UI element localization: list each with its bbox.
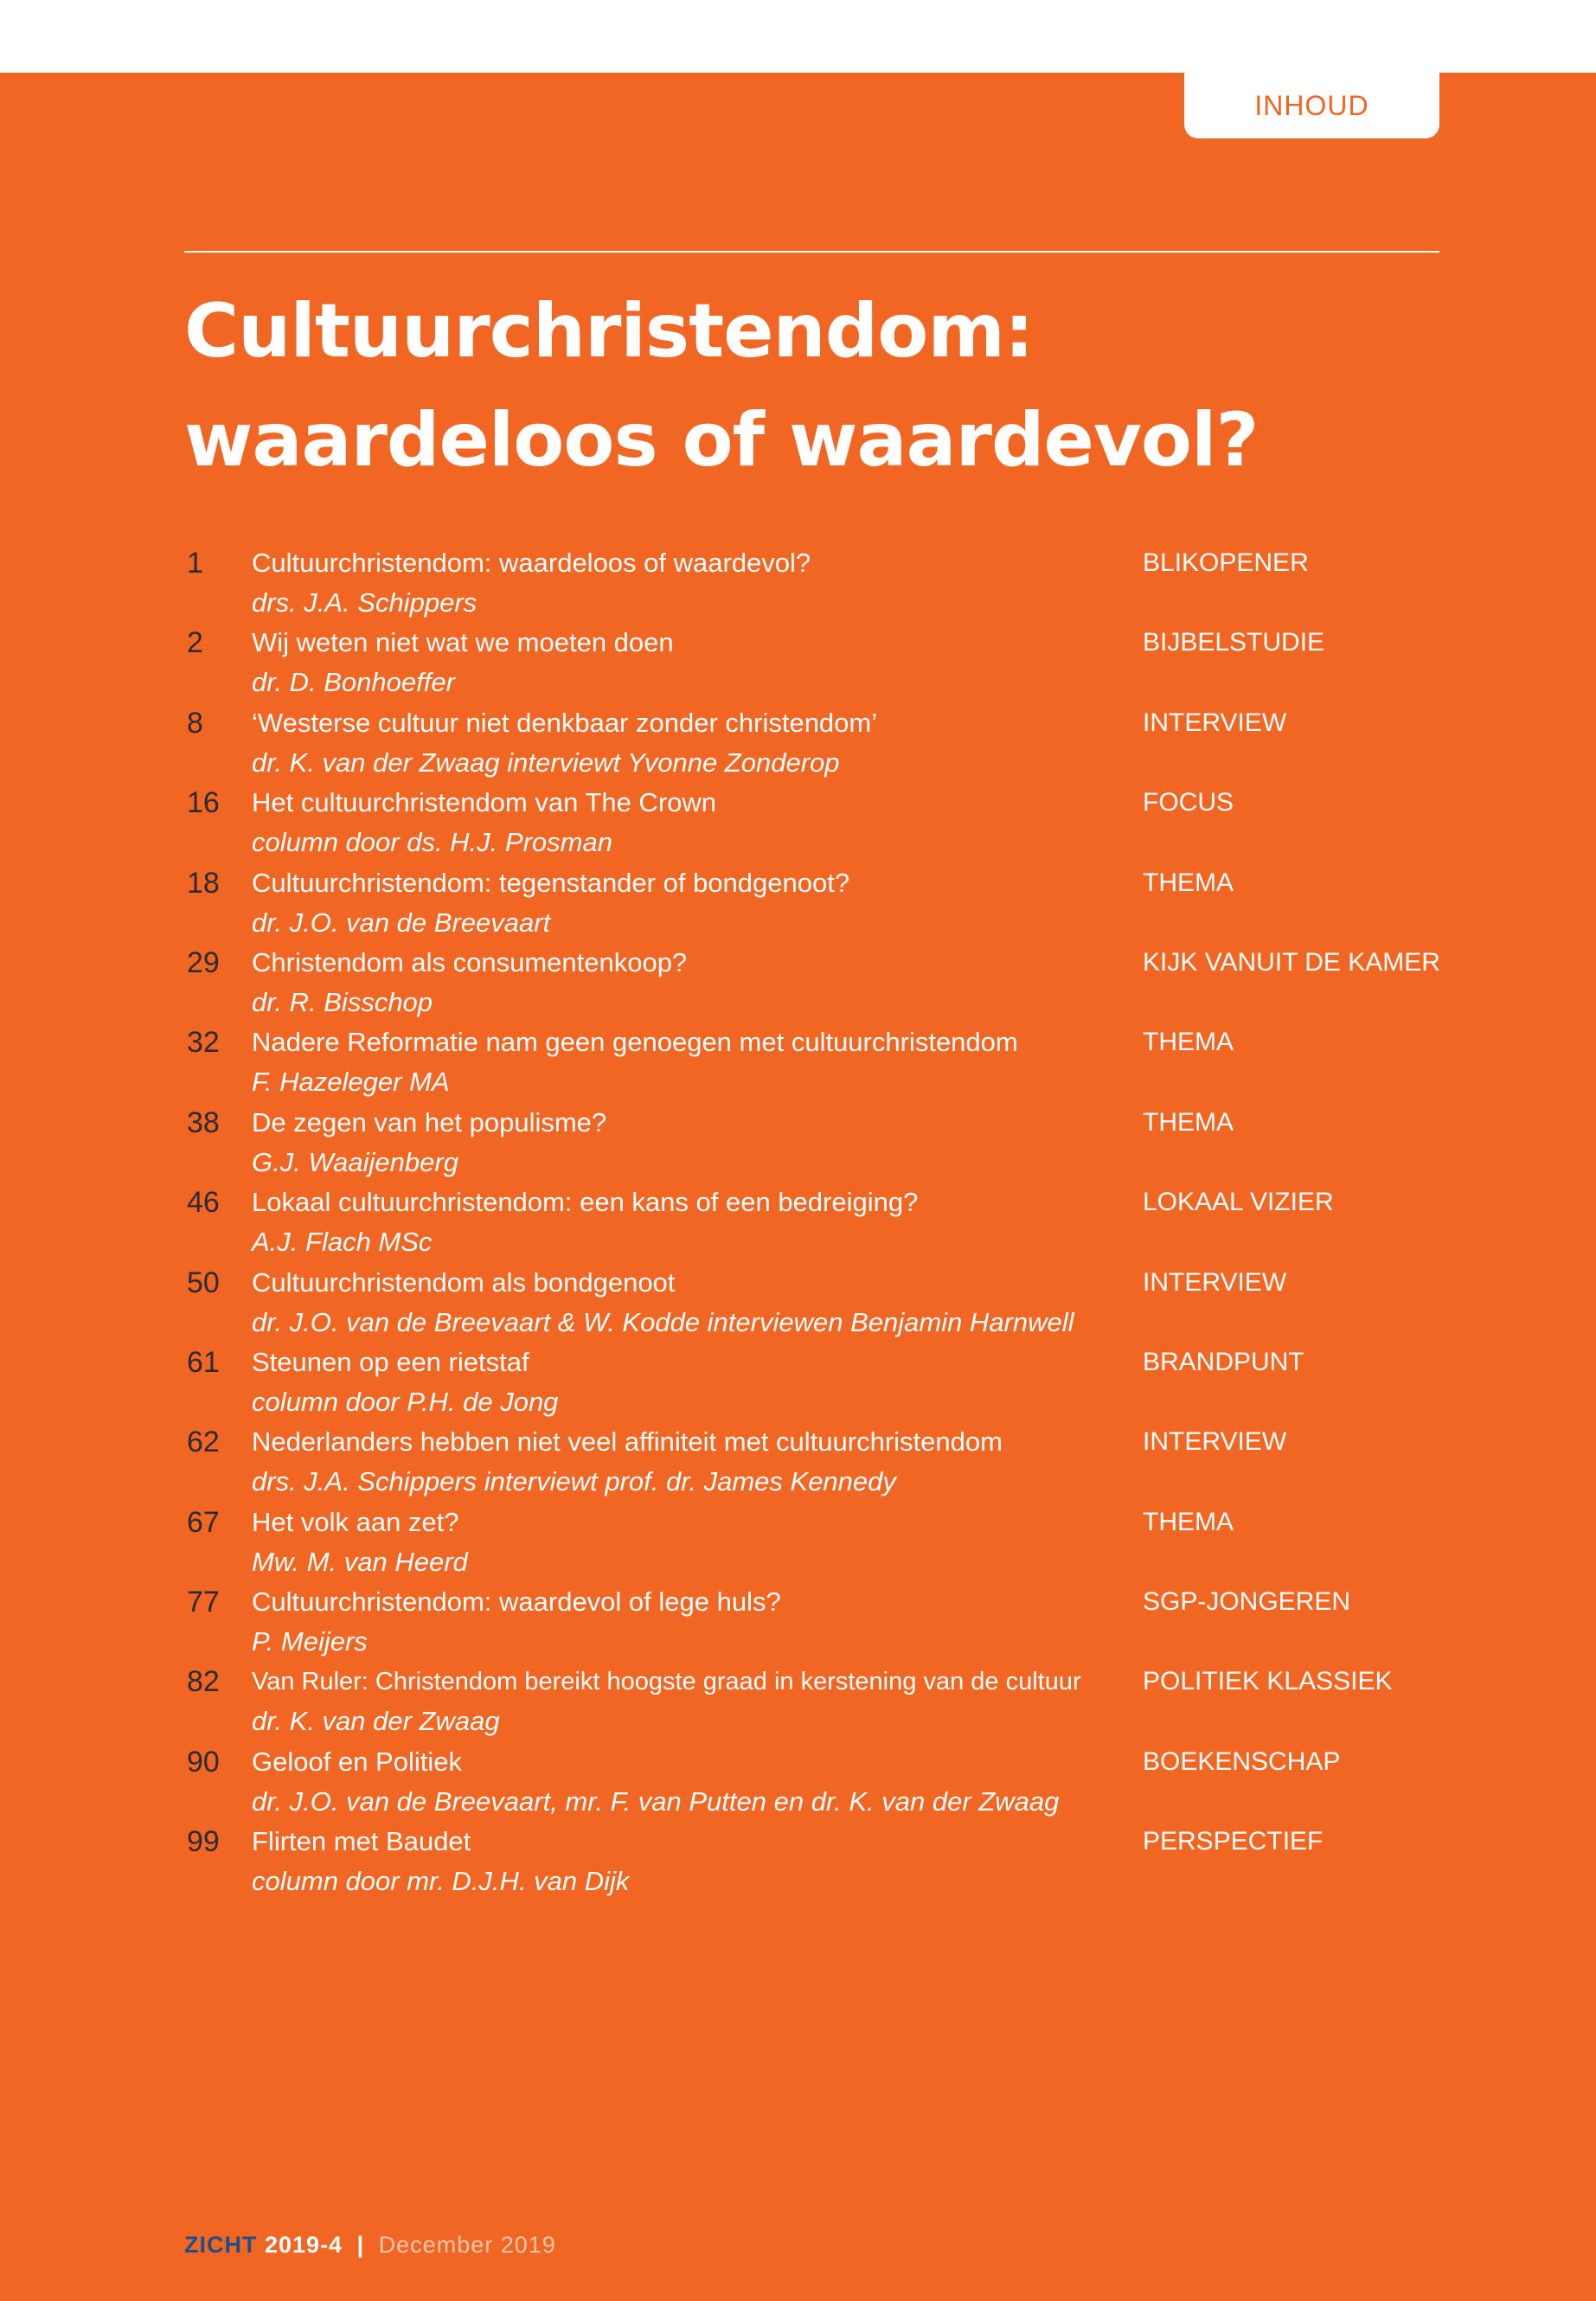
toc-page-number: 61 xyxy=(187,1345,220,1379)
toc-entry[interactable] xyxy=(184,1662,1499,1741)
toc-page-number: 1 xyxy=(187,547,203,580)
toc-page-number: 2 xyxy=(187,626,203,660)
toc-category: BRANDPUNT xyxy=(1143,1347,1304,1376)
toc-entry[interactable] xyxy=(184,863,1499,943)
toc-title[interactable]: Het cultuurchristendom van The Crown xyxy=(252,787,717,818)
toc-title[interactable]: Nederlanders hebben niet veel affiniteit met cultuurchristendom xyxy=(252,1426,1003,1458)
toc-author: dr. K. van der Zwaag interviewt Yvonne Zonderop xyxy=(252,747,840,778)
toc-page-number: 62 xyxy=(187,1426,220,1459)
section-tab: INHOUD xyxy=(1184,73,1439,138)
toc-category: BOEKENSCHAP xyxy=(1143,1747,1341,1776)
toc-page-number: 38 xyxy=(187,1106,220,1139)
toc-author: F. Hazeleger MA xyxy=(252,1067,450,1098)
toc-entry[interactable] xyxy=(184,1022,1499,1102)
toc-category: BIJBELSTUDIE xyxy=(1143,628,1325,657)
toc-title[interactable]: Geloof en Politiek xyxy=(252,1746,462,1777)
toc-title[interactable]: Cultuurchristendom: waardeloos of waardevol? xyxy=(252,548,811,578)
toc-author: column door ds. H.J. Prosman xyxy=(252,827,612,858)
toc-page-number: 99 xyxy=(187,1825,220,1859)
toc-author: drs. J.A. Schippers interviewt prof. dr. James Kennedy xyxy=(252,1466,896,1497)
toc-author: P. Meijers xyxy=(252,1626,368,1657)
toc-category: SGP-JONGEREN xyxy=(1143,1587,1351,1617)
toc-author: dr. J.O. van de Breevaart & W. Kodde interviewen Benjamin Harnwell xyxy=(252,1306,1074,1337)
table-of-contents xyxy=(184,543,1499,1902)
toc-author: dr. J.O. van de Breevaart xyxy=(252,907,551,938)
toc-title[interactable]: Flirten met Baudet xyxy=(252,1826,471,1857)
footer-date: December 2019 xyxy=(378,2232,556,2258)
toc-title[interactable]: Wij weten niet wat we moeten doen xyxy=(252,627,674,658)
toc-page-number: 16 xyxy=(187,786,220,820)
toc-page-number: 18 xyxy=(187,866,220,900)
toc-page-number: 90 xyxy=(187,1745,220,1779)
header-divider xyxy=(184,251,1439,253)
toc-entry[interactable] xyxy=(184,783,1499,862)
toc-author: column door mr. D.J.H. van Dijk xyxy=(252,1866,630,1897)
toc-category: THEMA xyxy=(1143,1107,1234,1137)
toc-entry[interactable] xyxy=(184,1263,1499,1343)
toc-category: INTERVIEW xyxy=(1143,1427,1287,1457)
toc-page-number: 82 xyxy=(187,1665,220,1699)
footer-brand: ZICHT xyxy=(184,2232,258,2258)
toc-category: INTERVIEW xyxy=(1143,1267,1287,1297)
toc-title[interactable]: Cultuurchristendom: waardevol of lege huls? xyxy=(252,1586,781,1618)
top-margin xyxy=(0,0,1596,73)
toc-author: G.J. Waaijenberg xyxy=(252,1146,458,1177)
toc-title[interactable]: Nadere Reformatie nam geen genoegen met cultuurchristendom xyxy=(252,1027,1018,1058)
page-title-line-2: waardeloos of waardevol? xyxy=(184,397,1259,484)
toc-category: THEMA xyxy=(1143,868,1234,897)
footer-issue: 2019-4 xyxy=(265,2232,343,2258)
toc-title[interactable]: Christendom als consumentenkoop? xyxy=(252,946,688,977)
toc-author: dr. D. Bonhoeffer xyxy=(252,667,455,698)
toc-title[interactable]: De zegen van het populisme? xyxy=(252,1106,607,1138)
page-title xyxy=(184,277,1439,495)
toc-entry[interactable] xyxy=(184,703,1499,783)
toc-page-number: 32 xyxy=(187,1026,220,1060)
toc-entry[interactable] xyxy=(184,1822,1499,1901)
toc-title[interactable]: Lokaal cultuurchristendom: een kans of een bedreiging? xyxy=(252,1187,919,1218)
toc-entry[interactable] xyxy=(184,1582,1499,1662)
toc-title[interactable]: Van Ruler: Christendom bereikt hoogste graad in kerstening van de cultuur xyxy=(252,1668,1081,1696)
toc-entry[interactable] xyxy=(184,623,1499,702)
toc-page-number: 77 xyxy=(187,1586,220,1619)
toc-entry[interactable] xyxy=(184,1422,1499,1502)
toc-title[interactable]: Cultuurchristendom als bondgenoot xyxy=(252,1266,676,1298)
toc-author: dr. K. van der Zwaag xyxy=(252,1706,500,1737)
toc-entry[interactable] xyxy=(184,1183,1499,1262)
toc-author: A.J. Flach MSc xyxy=(252,1227,433,1258)
toc-category: INTERVIEW xyxy=(1143,708,1287,737)
toc-entry[interactable] xyxy=(184,1503,1499,1582)
toc-author: dr. J.O. van de Breevaart, mr. F. van Putten en dr. K. van der Zwaag xyxy=(252,1785,1060,1817)
toc-category: KIJK VANUIT DE KAMER xyxy=(1143,947,1440,977)
toc-author: column door P.H. de Jong xyxy=(252,1386,559,1417)
toc-category: PERSPECTIEF xyxy=(1143,1827,1324,1856)
toc-entry[interactable] xyxy=(184,1103,1499,1183)
toc-title[interactable]: Steunen op een rietstaf xyxy=(252,1346,529,1377)
toc-author: Mw. M. van Heerd xyxy=(252,1546,468,1577)
toc-entry[interactable] xyxy=(184,1742,1499,1822)
toc-author: dr. R. Bisschop xyxy=(252,986,433,1017)
toc-title[interactable]: Het volk aan zet? xyxy=(252,1506,459,1537)
toc-category: THEMA xyxy=(1143,1028,1234,1057)
toc-page-number: 29 xyxy=(187,945,220,979)
page-footer xyxy=(184,2232,556,2259)
toc-author: drs. J.A. Schippers xyxy=(252,587,478,618)
toc-entry[interactable] xyxy=(184,543,1499,623)
page-title-line-1: Cultuurchristendom: xyxy=(184,288,1034,375)
footer-separator: | xyxy=(356,2232,365,2258)
toc-title[interactable]: Cultuurchristendom: tegenstander of bondgenoot? xyxy=(252,867,850,898)
toc-entry[interactable] xyxy=(184,1343,1499,1422)
toc-category: FOCUS xyxy=(1143,788,1234,817)
toc-entry[interactable] xyxy=(184,943,1499,1022)
toc-page-number: 50 xyxy=(187,1266,220,1299)
toc-page-number: 8 xyxy=(187,706,203,740)
toc-category: BLIKOPENER xyxy=(1143,548,1309,577)
toc-page-number: 67 xyxy=(187,1505,220,1539)
toc-title[interactable]: ‘Westerse cultuur niet denkbaar zonder christendom’ xyxy=(252,707,878,738)
toc-page-number: 46 xyxy=(187,1186,220,1220)
toc-category: THEMA xyxy=(1143,1507,1234,1536)
toc-category: LOKAAL VIZIER xyxy=(1143,1188,1334,1217)
toc-category: POLITIEK KLASSIEK xyxy=(1143,1667,1393,1696)
